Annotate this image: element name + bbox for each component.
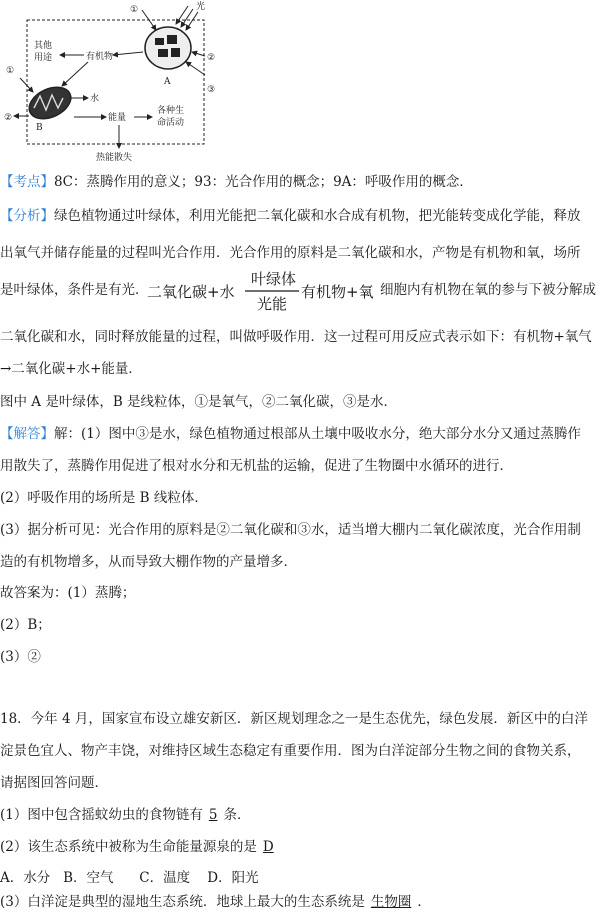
q18-sub-1-answer: 5	[208, 807, 218, 823]
jieda-line-1	[0, 425, 605, 443]
arrow-2-right	[192, 52, 205, 56]
arrow-to-B	[62, 62, 88, 86]
fenxi-line-4: 二氧化碳和水，同时释放能量的过程，叫做呼吸作用．这一过程可用反应式表示如下：有机物+氧气	[0, 329, 592, 345]
life-label-2: 命活动	[157, 118, 185, 128]
photosynthesis-respiration-diagram	[0, 0, 240, 165]
photosynthesis-equation	[147, 270, 379, 312]
answer-2: (2）B；	[0, 617, 51, 633]
chloroplast-A	[145, 27, 191, 69]
q18-line-3: 请据图回答问题．	[0, 775, 108, 791]
num-1-top: ①	[130, 5, 139, 15]
q18-sub-1-post: 条．	[223, 807, 251, 823]
fenxi-line-1	[0, 207, 605, 225]
arrow-to-organic	[113, 52, 143, 55]
eq-left: 二氧化碳+水	[147, 283, 235, 301]
fenxi-text-1: 绿色植物通过叶绿体，利用光能把二氧化碳和水合成有机物，把光能转变成化学能，释放	[54, 208, 581, 224]
label-A: A	[164, 77, 171, 87]
mitochondrion-B	[24, 81, 76, 125]
jieda-line-3: (2）呼吸作用的场所是 B 线粒体．	[0, 490, 208, 506]
q18-sub-2	[0, 838, 605, 856]
life-label-1: 各种生	[157, 106, 185, 116]
fenxi-line-2: 出氧气并储存能量的过程叫光合作用．光合作用的原料是二氧化碳和水，产物是有机物和氧，场所	[0, 245, 581, 261]
answer-3: (3）②	[0, 649, 41, 665]
energy-label: 能量	[108, 113, 127, 123]
num-2-right: ②	[207, 53, 216, 63]
heat-loss-label: 热能散失	[96, 153, 133, 163]
num-1-left: ①	[6, 66, 15, 76]
jieda-line-4: (3）据分析可见：光合作用的原料是②二氧化碳和③水，适当增大棚内二氧化碳浓度，光合作用制	[0, 522, 581, 538]
answer-head: 故答案为：(1）蒸腾；	[0, 585, 136, 601]
other-use-label-2: 用途	[34, 53, 53, 63]
num-2-left: ②	[4, 113, 13, 123]
q18-sub-3-answer: 生物圈	[370, 894, 412, 910]
q18-line-2: 淀景色宜人、物产丰饶，对维持区域生态稳定有重要作用．图为白洋淀部分生物之间的食物关系，	[0, 743, 581, 759]
q18-sub-2-pre: (2）该生态系统中被称为生命能量源泉的是	[0, 839, 257, 855]
jieda-text-1: 解：(1）图中③是水，绿色植物通过根部从土壤中吸收水分，绝大部分水分又通过蒸腾作	[54, 426, 581, 442]
q18-sub-1	[0, 806, 605, 824]
kaodian-text: 8C：蒸腾作用的意义；93：光合作用的概念；9A：呼吸作用的概念．	[54, 174, 473, 190]
arrow-3-right	[186, 62, 205, 75]
q18-sub-1-pre: (1）图中包含摇蚊幼虫的食物链有	[0, 807, 203, 823]
eq-top: 叶绿体	[251, 270, 297, 288]
fenxi-line-6: 图中 A 是叶绿体，B 是线粒体，①是氧气，②二氧化碳，③是水．	[0, 394, 398, 410]
q18-sub-3-pre: (3）白洋淀是典型的湿地生态系统．地球上最大的生态系统是	[0, 894, 365, 910]
q18-line-1: 18．今年 4 月，国家宣布设立雄安新区．新区规划理念之一是生态优先，绿色发展．新区中的白洋	[0, 711, 588, 727]
fenxi-line-3a: 是叶绿体，条件是有光．	[0, 282, 149, 298]
q18-sub-3	[0, 893, 605, 911]
organic-label: 有机物	[86, 52, 114, 62]
q18-sub-3-post: ．	[417, 894, 431, 910]
num-3-right: ③	[207, 85, 216, 95]
eq-right: 有机物+氧	[301, 283, 374, 301]
q18-options: A．水分 B．空气 C．温度 D．阳光	[0, 870, 259, 886]
jieda-line-5: 造的有机物增多，从而导致大棚作物的产量增多．	[0, 554, 297, 570]
light-arrows	[176, 6, 198, 30]
eq-bottom: 光能	[257, 295, 288, 312]
label-B: B	[36, 123, 43, 133]
fenxi-tag: 【分析】	[0, 208, 54, 224]
other-use-label-1: 其他	[34, 41, 53, 51]
kaodian-tag: 【考点】	[0, 174, 54, 190]
q18-sub-2-answer: D	[262, 839, 274, 855]
light-label: 光	[196, 2, 206, 12]
jieda-line-2: 用散失了，蒸腾作用促进了根对水分和无机盐的运输，促进了生物圈中水循环的进行．	[0, 458, 513, 474]
water-label: 水	[90, 94, 100, 104]
fenxi-line-5: →二氧化碳+水+能量．	[0, 361, 142, 377]
kaodian-line	[0, 173, 605, 191]
fenxi-line-3b: 细胞内有机物在氧的参与下被分解成	[380, 282, 596, 298]
jieda-tag: 【解答】	[0, 426, 54, 442]
